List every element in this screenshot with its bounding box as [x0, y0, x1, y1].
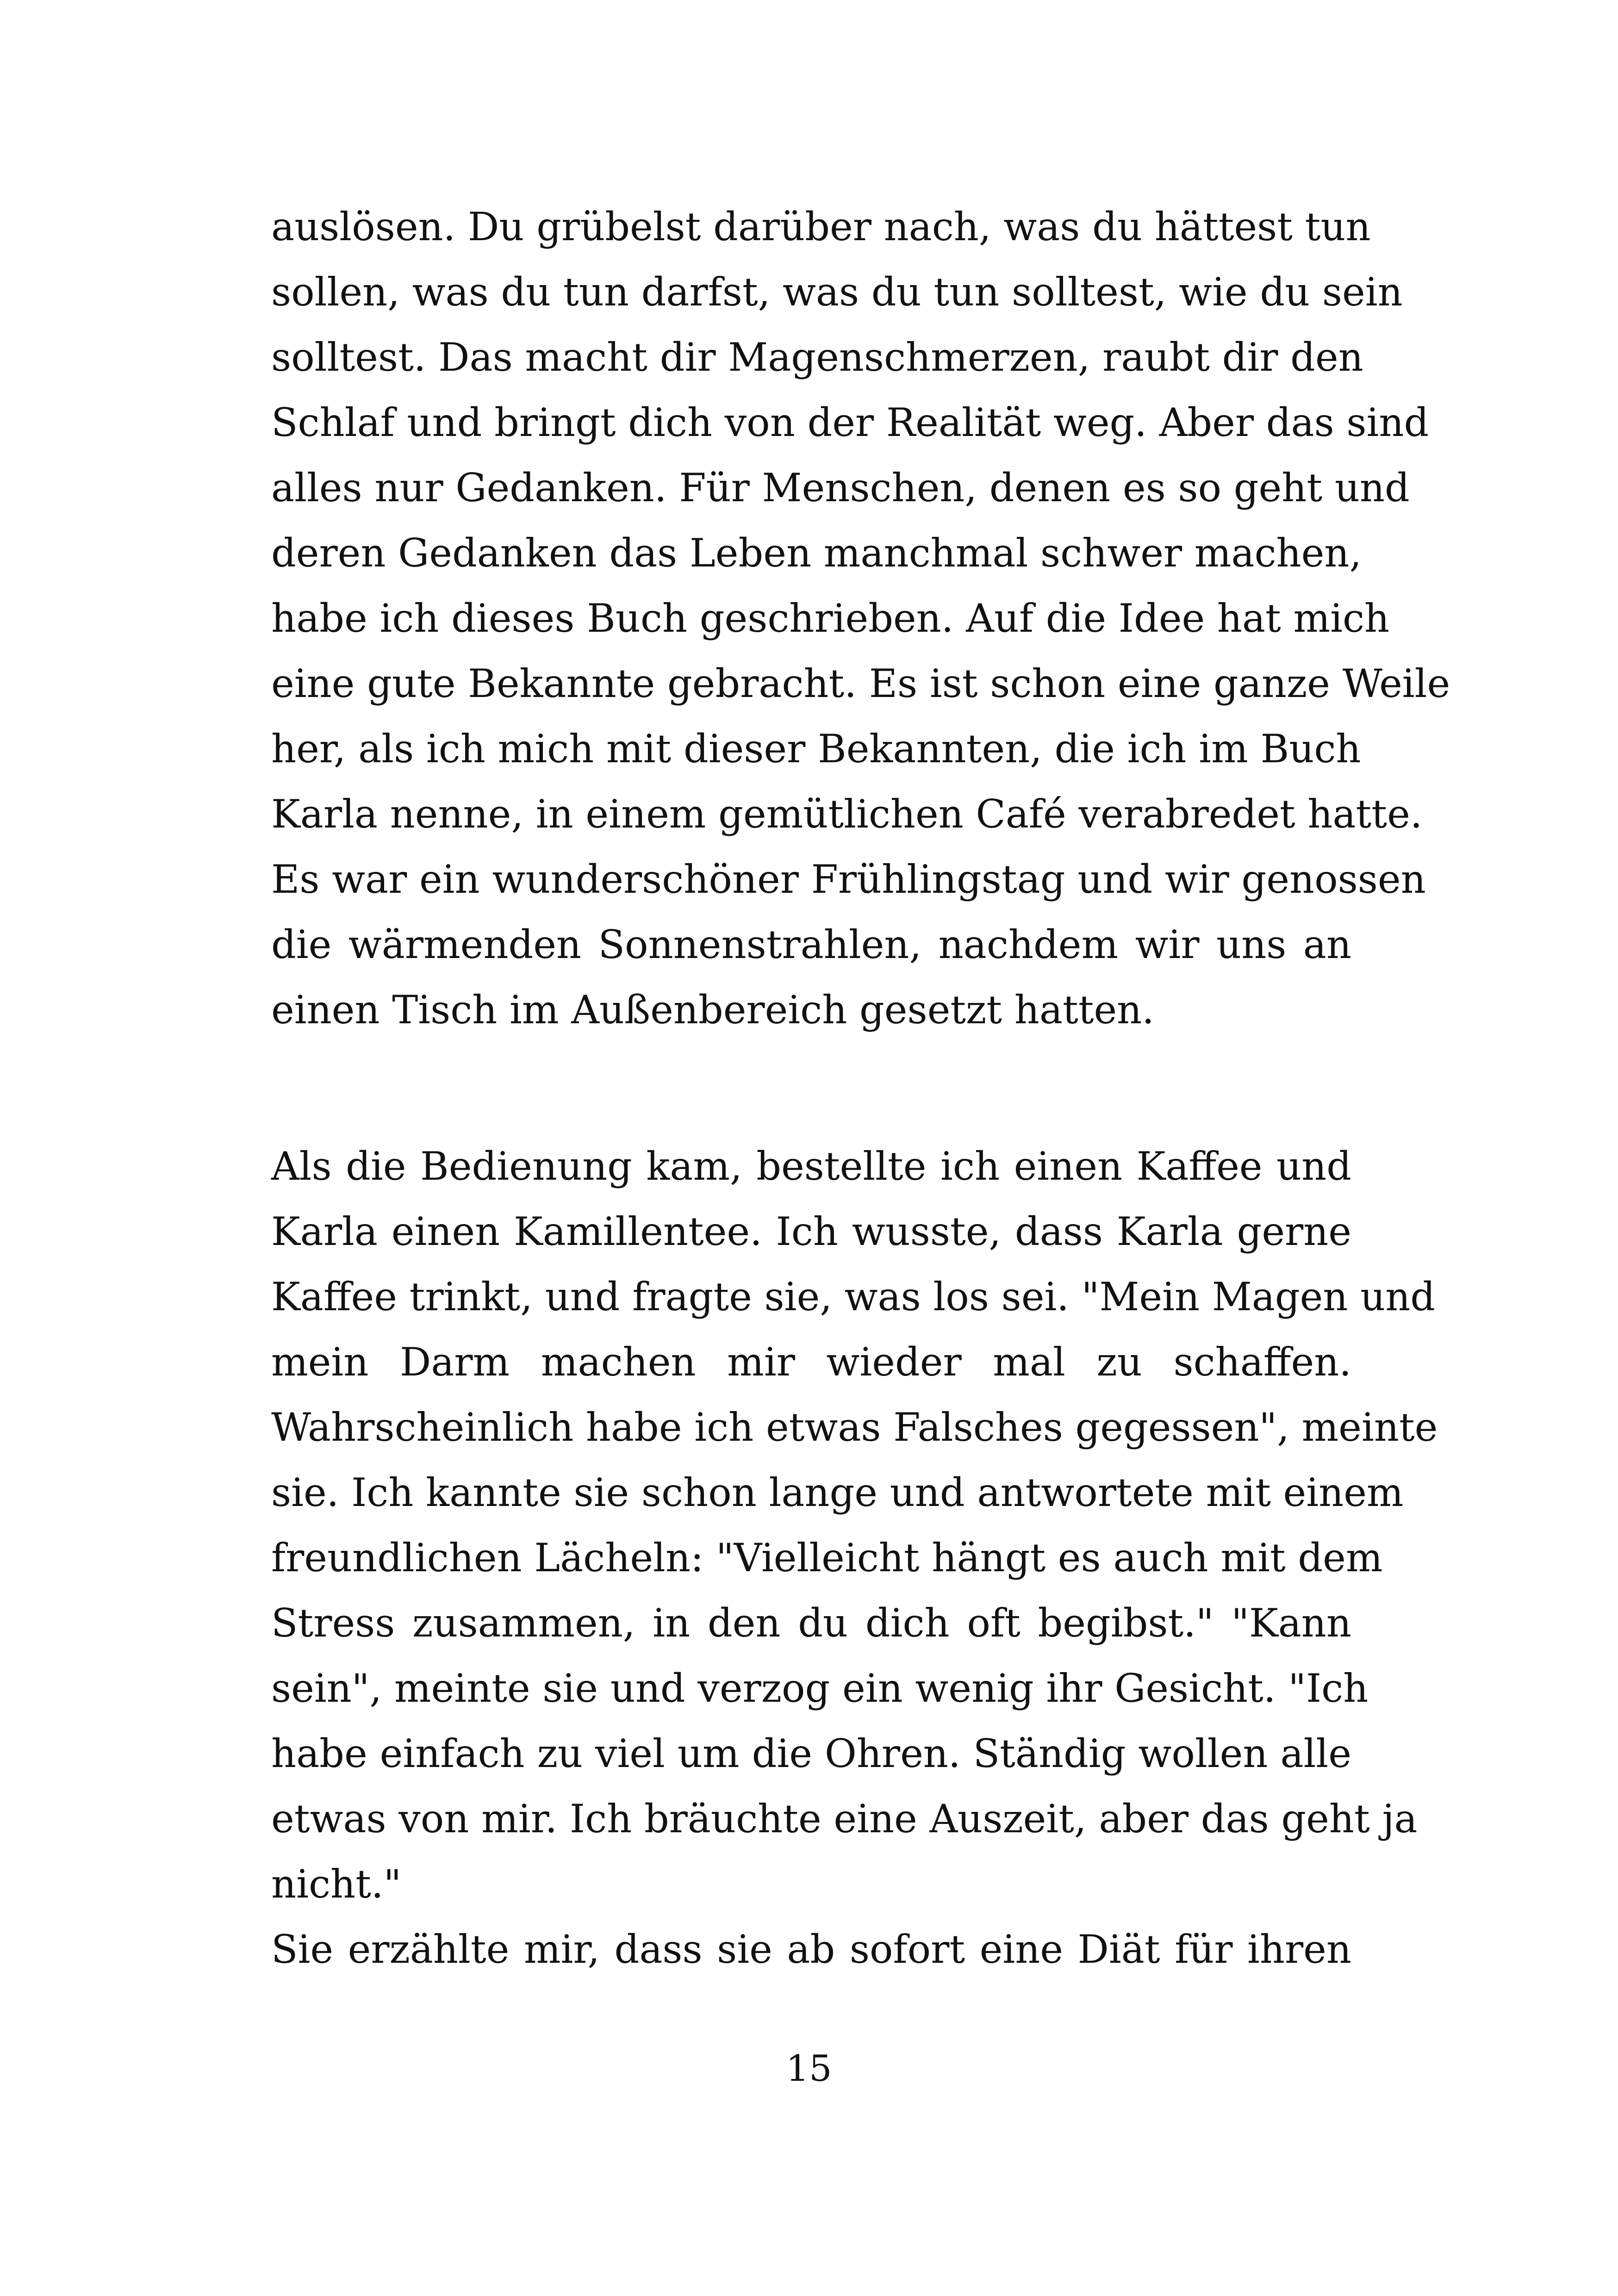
paragraph-1	[271, 194, 1450, 1043]
text-line: auslösen. Du grübelst darüber nach, was du hättest tun	[271, 204, 1371, 249]
text-line: etwas von mir. Ich bräuchte eine Auszeit, aber das geht ja	[271, 1796, 1418, 1842]
text-line: Wahrscheinlich habe ich etwas Falsches gegessen", meinte	[271, 1405, 1438, 1450]
text-line: mein Darm machen mir wieder mal zu schaffen.	[271, 1339, 1351, 1385]
text-line: sie. Ich kannte sie schon lange und antwortete mit einem	[271, 1470, 1404, 1515]
text-line: Kaffee trinkt, und fragte sie, was los sei. "Mein Magen und	[271, 1274, 1436, 1319]
text-line: Als die Bedienung kam, bestellte ich einen Kaffee und	[271, 1144, 1351, 1189]
text-line: her, als ich mich mit dieser Bekannten, die ich im Buch	[271, 726, 1361, 772]
text-line: Schlaf und bringt dich von der Realität weg. Aber das sind	[271, 400, 1429, 445]
text-line: sein", meinte sie und verzog ein wenig ihr Gesicht. "Ich	[271, 1666, 1369, 1711]
text-line: sollen, was du tun darfst, was du tun solltest, wie du sein	[271, 269, 1403, 315]
text-line: Karla nenne, in einem gemütlichen Café verabredet hatte.	[271, 791, 1423, 837]
text-line: einen Tisch im Außenbereich gesetzt hatten.	[271, 987, 1154, 1033]
text-line: habe einfach zu viel um die Ohren. Ständig wollen alle	[271, 1731, 1351, 1776]
text-line: Sie erzählte mir, dass sie ab sofort eine Diät für ihren	[271, 1927, 1351, 1972]
text-line: deren Gedanken das Leben manchmal schwer machen,	[271, 530, 1362, 576]
paragraph-2	[271, 1134, 1438, 1982]
text-line: Stress zusammen, in den du dich oft begibst." "Kann	[271, 1600, 1351, 1646]
text-line: freundlichen Lächeln: "Vielleicht hängt es auch mit dem	[271, 1535, 1383, 1580]
text-line: die wärmenden Sonnenstrahlen, nachdem wir uns an	[271, 922, 1351, 967]
text-line: alles nur Gedanken. Für Menschen, denen es so geht und	[271, 465, 1410, 510]
text-line: nicht."	[271, 1861, 402, 1907]
text-line: solltest. Das macht dir Magenschmerzen, raubt dir den	[271, 335, 1363, 380]
page-number: 15	[786, 2048, 832, 2090]
text-line: Karla einen Kamillentee. Ich wusste, dass Karla gerne	[271, 1209, 1351, 1254]
text-line: habe ich dieses Buch geschrieben. Auf die Idee hat mich	[271, 596, 1390, 641]
text-line: Es war ein wunderschöner Frühlingstag und wir genossen	[271, 857, 1426, 902]
text-line: eine gute Bekannte gebracht. Es ist schon eine ganze Weile	[271, 661, 1450, 706]
